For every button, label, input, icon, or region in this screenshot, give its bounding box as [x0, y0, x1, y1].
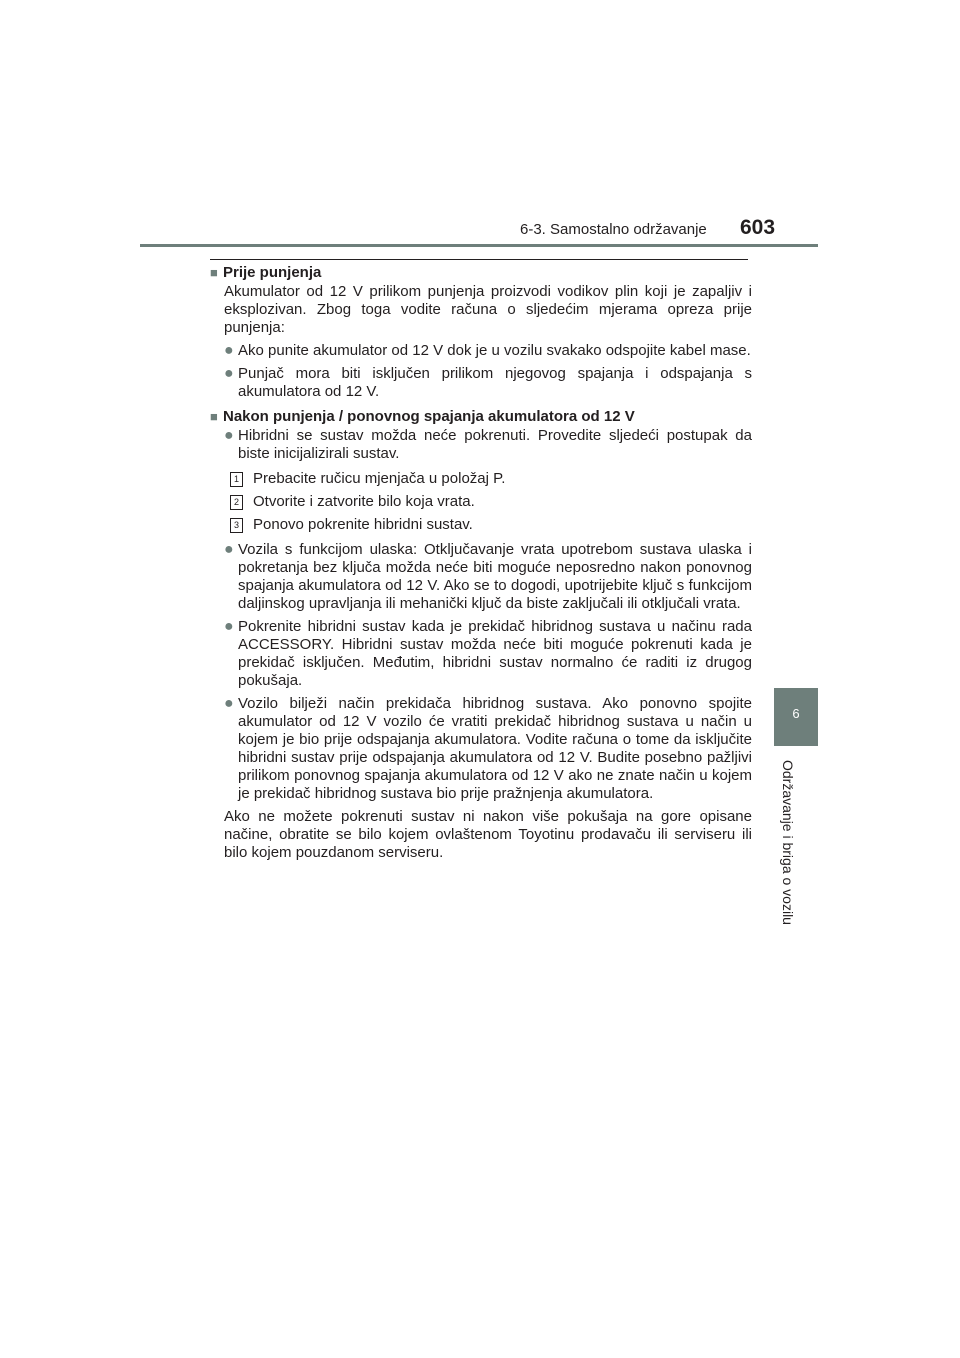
list-item: ● Punjač mora biti isključen prilikom njegovog spajanja i odspajanja s akumulatora od 12 V.: [224, 365, 752, 400]
chapter-number: 6: [792, 706, 800, 721]
page-number: 603: [740, 216, 776, 239]
circle-bullet-icon: ●: [224, 365, 234, 382]
procedure-step: 1 Prebacite ručicu mjenjača u položaj P.: [230, 470, 752, 488]
content-divider: [210, 259, 748, 260]
section-heading: ■ Nakon punjenja / ponovnog spajanja akumulatora od 12 V: [210, 408, 635, 425]
list-item: ● Hibridni se sustav možda neće pokrenuti. Provedite sljedeći postupak da biste inicijalizirali sustav.: [224, 427, 752, 462]
square-bullet-icon: ■: [210, 265, 218, 280]
list-item: ● Vozilo bilježi način prekidača hibridnog sustava. Ako ponovno spojite akumulator od 12 V vozilo će vratiti prekidač hibridnog sustava u način u kojem je bio prije odspajanja akumulatora. Vodite računa o tome da isključite hibridni sustav prije odspajanja akumulatora od 12 V. Budite posebno pažljivi prilikom ponovnog spajanja akumulatora od 12 V ako ne znate način u kojem je prekidač hibridnog sustava bio prije pražnjenja akumulatora.: [224, 695, 752, 802]
step-number-box: 3: [230, 518, 243, 533]
section-intro: Akumulator od 12 V prilikom punjenja proizvodi vodikov plin koji je zapaljiv i eksplozivan. Zbog toga vodite računa o sljedećim mjerama opreza prije punjenja:: [224, 283, 752, 336]
square-bullet-icon: ■: [210, 409, 218, 424]
section-label: 6-3. Samostalno održavanje: [520, 221, 707, 238]
procedure-step: 3 Ponovo pokrenite hibridni sustav.: [230, 516, 752, 534]
header-divider: [140, 244, 818, 247]
chapter-title: Održavanje i briga o vozilu: [780, 760, 796, 925]
circle-bullet-icon: ●: [224, 427, 234, 444]
step-number-box: 2: [230, 495, 243, 510]
circle-bullet-icon: ●: [224, 618, 234, 635]
closing-paragraph: Ako ne možete pokrenuti sustav ni nakon više pokušaja na gore opisane načine, obratite se bilo kojem ovlaštenom Toyotinu prodavaču ili serviseru ili bilo kojem pouzdanom serviseru.: [224, 808, 752, 861]
circle-bullet-icon: ●: [224, 695, 234, 712]
circle-bullet-icon: ●: [224, 541, 234, 558]
chapter-tab: [774, 688, 818, 746]
circle-bullet-icon: ●: [224, 342, 234, 359]
list-item: ● Pokrenite hibridni sustav kada je prekidač hibridnog sustava u načinu rada ACCESSORY. Hibridni sustav možda neće biti moguće pokrenuti kada je prekidač isključen. Međutim, hibridni sustav normalno će raditi iz drugog pokušaja.: [224, 618, 752, 689]
list-item: ● Vozila s funkcijom ulaska: Otključavanje vrata upotrebom sustava ulaska i pokretanja bez ključa možda neće biti moguće neposredno nakon ponovnog spajanja akumulatora od 12 V. Ako se to dogodi, upotrijebite ključ s funkcijom daljinskog upravljanja ili mehanički ključ da biste zaključali ili otključali vrata.: [224, 541, 752, 612]
page-content: [210, 264, 752, 862]
list-item: ● Ako punite akumulator od 12 V dok je u vozilu svakako odspojite kabel mase.: [224, 342, 751, 359]
step-number-box: 1: [230, 472, 243, 487]
section-heading: ■ Prije punjenja: [210, 264, 322, 281]
procedure-step: 2 Otvorite i zatvorite bilo koja vrata.: [230, 493, 752, 511]
